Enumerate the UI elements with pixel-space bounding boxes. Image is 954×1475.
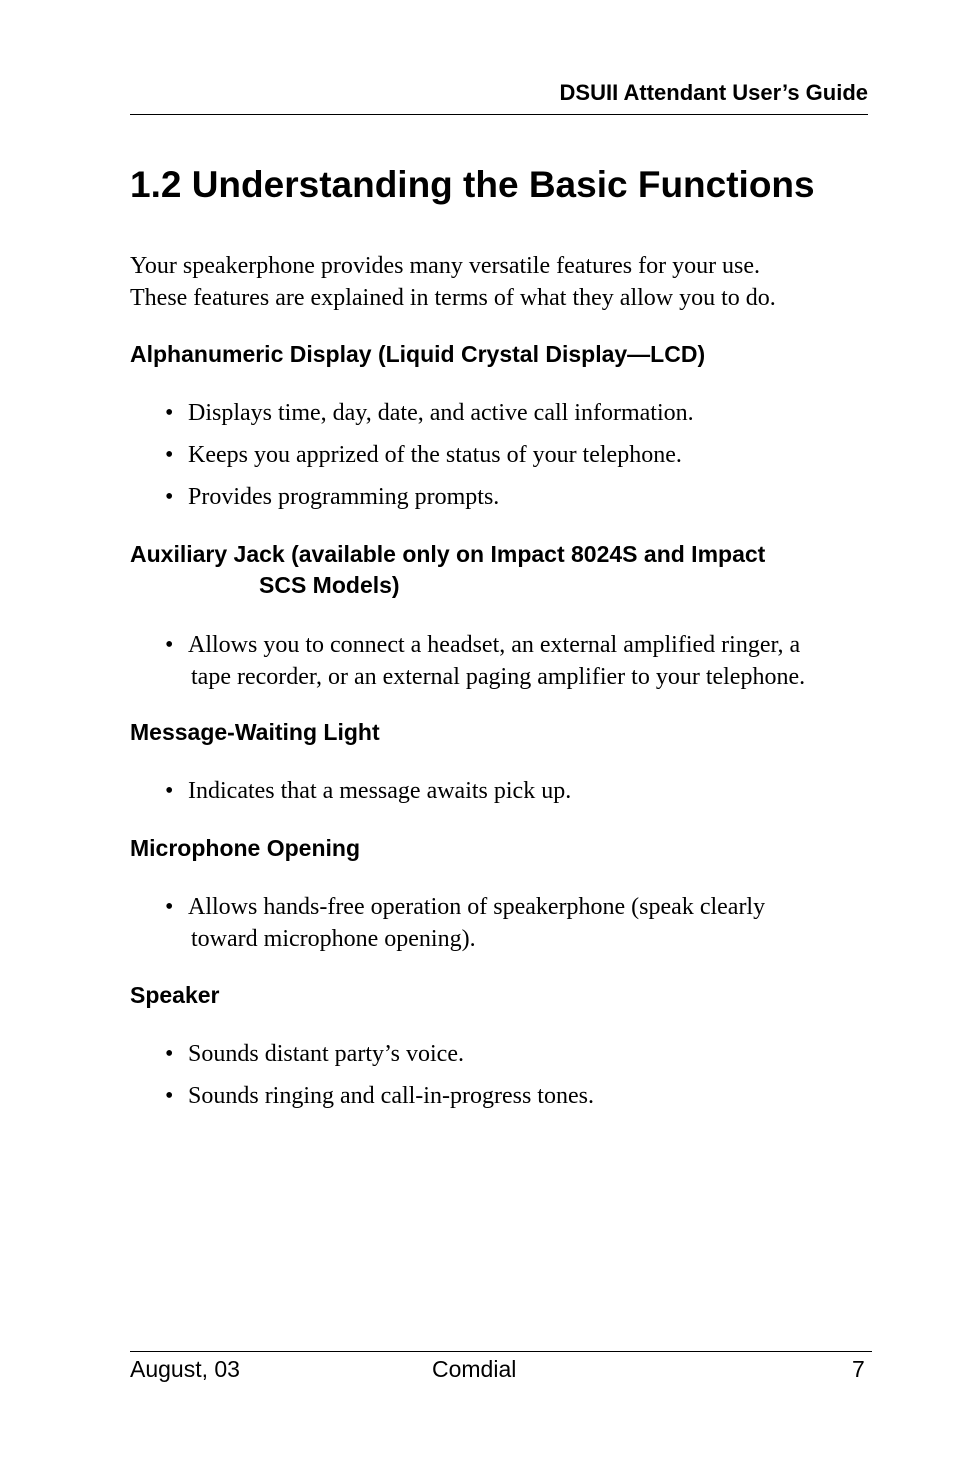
bullet-icon: • — [165, 400, 174, 426]
section-title: 1.2 Understanding the Basic Functions — [130, 164, 815, 205]
list-item: • Keeps you apprized of the status of your telephone. — [162, 439, 872, 471]
footer-company: Comdial — [432, 1356, 517, 1382]
intro-line: Your speakerphone provides many versatile features for your use. — [130, 253, 761, 279]
intro-paragraph — [130, 250, 870, 314]
header-rule — [130, 114, 868, 115]
list-item: • Sounds distant party’s voice. — [162, 1038, 872, 1070]
feature-heading-auxiliary-jack — [130, 539, 765, 601]
bullet-icon: • — [165, 778, 174, 804]
list-item: • Indicates that a message awaits pick up. — [162, 775, 872, 807]
list-item: • Provides programming prompts. — [162, 481, 872, 513]
bullet-icon: • — [165, 1083, 174, 1109]
list-item: • Sounds ringing and call-in-progress tones. — [162, 1080, 872, 1112]
running-header: DSUII Attendant User’s Guide — [559, 80, 868, 105]
feature-list-message-waiting — [162, 775, 872, 817]
page-number: 7 — [852, 1356, 865, 1382]
feature-heading-display: Alphanumeric Display (Liquid Crystal Display—LCD) — [130, 341, 706, 367]
bullet-icon: • — [165, 442, 174, 468]
bullet-icon: • — [165, 894, 174, 920]
feature-heading-microphone: Microphone Opening — [130, 835, 360, 861]
feature-heading-speaker: Speaker — [130, 982, 220, 1008]
bullet-icon: • — [165, 632, 174, 658]
feature-list-microphone — [162, 891, 872, 965]
list-item: • Allows hands-free operation of speakerphone (speak clearly toward microphone opening). — [162, 891, 872, 955]
list-item: • Displays time, day, date, and active call information. — [162, 397, 872, 429]
heading-line: Auxiliary Jack (available only on Impact 8024S and Impact — [130, 541, 766, 567]
feature-list-display — [162, 397, 872, 523]
footer-rule — [130, 1351, 872, 1352]
feature-list-speaker — [162, 1038, 872, 1122]
heading-line: SCS Models) — [259, 572, 400, 598]
intro-line: These features are explained in terms of what they allow you to do. — [130, 285, 776, 311]
bullet-icon: • — [165, 484, 174, 510]
bullet-icon: • — [165, 1041, 174, 1067]
footer-date: August, 03 — [130, 1356, 240, 1382]
list-item: • Allows you to connect a headset, an external amplified ringer, a tape recorder, or an external paging amplifier to your telephone. — [162, 629, 872, 693]
feature-heading-message-waiting: Message-Waiting Light — [130, 719, 380, 745]
feature-list-auxiliary-jack — [162, 629, 872, 703]
